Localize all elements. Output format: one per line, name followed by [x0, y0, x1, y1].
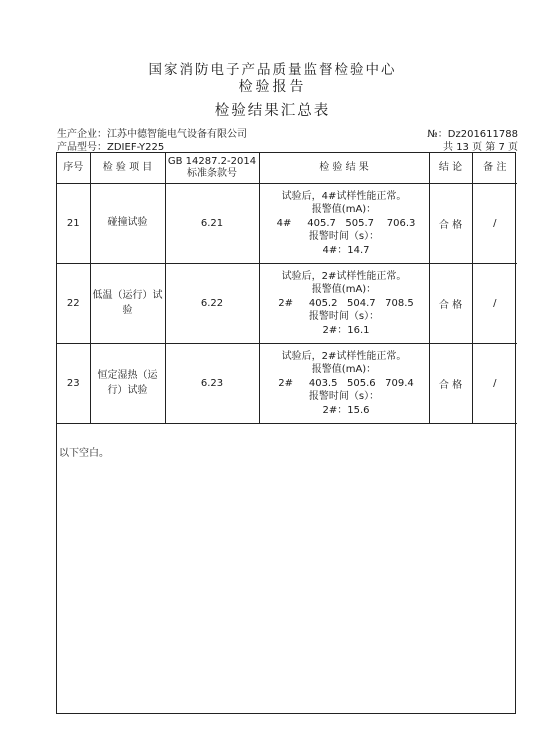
page-number: 共 13 页 第 7 页 — [443, 142, 518, 153]
report-number: №：Dz201611788 — [427, 129, 518, 140]
row-clause: 6.21 — [165, 184, 259, 264]
row-seq: 22 — [57, 264, 90, 344]
manufacturer: 生产企业：江苏中德智能电气设备有限公司 — [57, 129, 247, 140]
row-conclusion: 合 格 — [429, 264, 472, 344]
header-conclusion: 结 论 — [429, 153, 472, 184]
row-conclusion: 合 格 — [429, 184, 472, 264]
result-alarm-label: 报警值(mA)： — [311, 204, 377, 216]
header-result: 检 验 结 果 — [259, 153, 429, 184]
org-title: 国家消防电子产品质量监督检验中心 — [148, 62, 397, 78]
product-model: 产品型号：ZDIEF-Y225 — [57, 142, 165, 153]
row-result — [259, 264, 429, 344]
table-row — [57, 344, 517, 424]
header-standard — [165, 153, 259, 184]
row-result — [259, 184, 429, 264]
table-row — [57, 184, 517, 264]
result-summary: 试验后，2#试样性能正常。 — [281, 350, 407, 362]
result-time-value: 2#：15.6 — [322, 404, 370, 416]
row-seq: 23 — [57, 344, 90, 424]
row-seq: 21 — [57, 184, 90, 264]
table-row — [57, 264, 517, 344]
results-table — [57, 153, 517, 424]
row-clause: 6.22 — [165, 264, 259, 344]
result-alarm-label: 报警值(mA)： — [311, 364, 377, 376]
row-remark: / — [472, 344, 517, 424]
result-alarm-values: 2# 405.2 504.7 708.5 — [278, 297, 414, 309]
header-item: 检 验 项 目 — [90, 153, 165, 184]
row-remark: / — [472, 264, 517, 344]
result-time-label: 报警时间（s）： — [308, 231, 380, 243]
result-time-value: 4#：14.7 — [322, 244, 370, 256]
result-summary: 试验后，2#试样性能正常。 — [281, 270, 407, 282]
header-standard-line1: GB 14287.2-2014 — [167, 155, 257, 167]
summary-title: 检验结果汇总表 — [214, 103, 331, 119]
header-seq: 序号 — [57, 153, 90, 184]
row-conclusion: 合 格 — [429, 344, 472, 424]
result-time-label: 报警时间（s）： — [308, 311, 380, 323]
blank-below-note: 以下空白。 — [59, 448, 109, 459]
result-summary: 试验后，4#试样性能正常。 — [281, 190, 407, 202]
row-clause: 6.23 — [165, 344, 259, 424]
result-alarm-values: 2# 403.5 505.6 709.4 — [278, 377, 414, 389]
header-remark: 备 注 — [472, 153, 517, 184]
result-time-value: 2#：16.1 — [322, 324, 370, 336]
header-standard-line2: 标准条款号 — [187, 168, 237, 179]
row-remark: / — [472, 184, 517, 264]
row-item: 碰撞试验 — [90, 184, 165, 264]
result-alarm-label: 报警值(mA)： — [311, 284, 377, 296]
result-time-label: 报警时间（s）： — [308, 391, 380, 403]
table-header — [57, 153, 517, 184]
result-alarm-values: 4# 405.7 505.7 706.3 — [276, 217, 416, 229]
row-item: 恒定湿热（运行）试验 — [90, 344, 165, 424]
report-title: 检验报告 — [238, 79, 307, 95]
results-frame — [56, 152, 516, 714]
row-result — [259, 344, 429, 424]
row-item: 低温（运行）试验 — [90, 264, 165, 344]
